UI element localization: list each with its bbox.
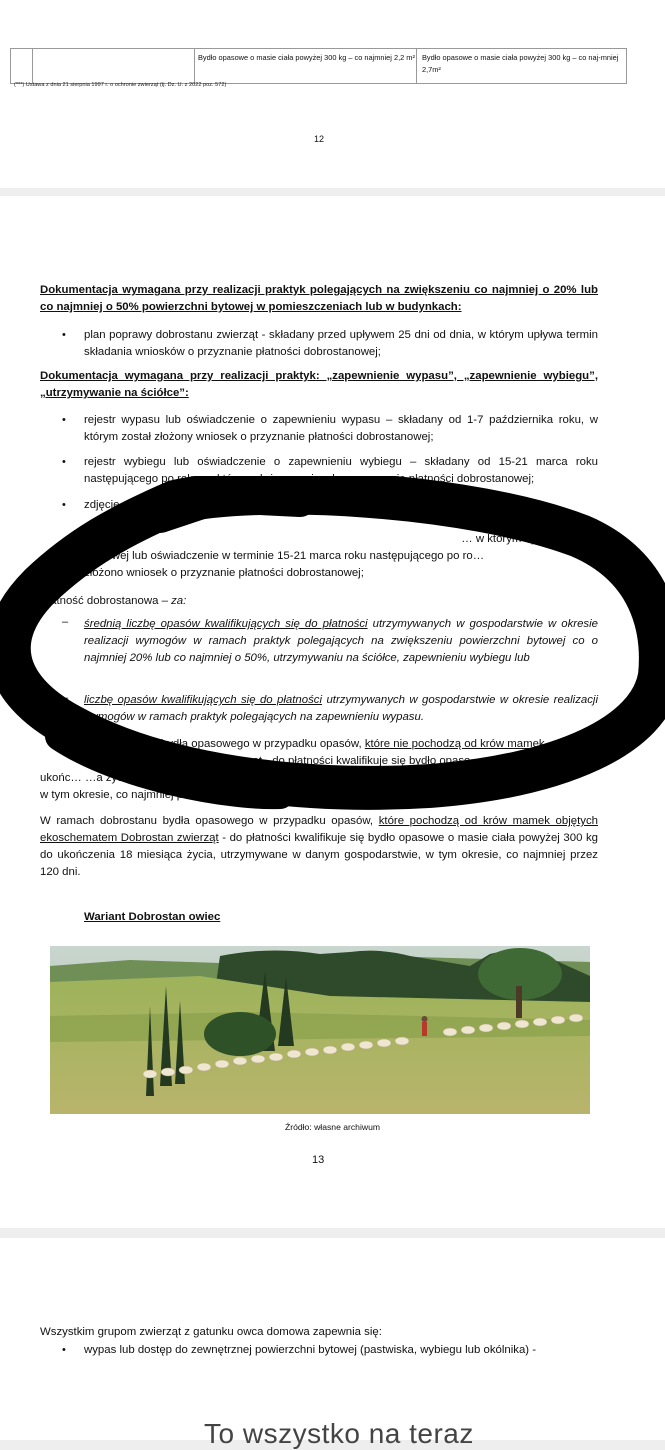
bullet-text: stanowej lub oświadczenie w terminie 15-21 marca roku następującego po ro…: [84, 550, 485, 562]
bullet-marker: •: [62, 1344, 66, 1356]
bullet-marker: •: [62, 414, 66, 426]
paragraph-text: …amach dobrostanu bydła opasowego w przypadku opasów,: [52, 738, 362, 750]
intro-text: Wszystkim grupom zwierząt z gatunku owca domowa zapewnia się:: [40, 1326, 382, 1338]
bullet-text: plan poprawy dobrostanu zwierząt - składany przed upływem 25 dni od dnia, w którym upływa termin składania wniosków o przyznanie płatności dobrostanowej;: [84, 329, 598, 358]
bullet-text: … przed upływem: [506, 516, 598, 528]
paragraph-underlined: które pochodzą od krów mamek objętych ekoschematem Dobrostan zwierząt: [40, 815, 598, 844]
dash-item-underlined: średnią liczbę opasów kwalifikujących się do płatności: [84, 618, 368, 630]
payment-label: Płatność dobrostanowa –: [40, 595, 168, 607]
dash-marker: –: [62, 692, 69, 704]
black-scribble-annotation: [0, 476, 665, 816]
sheep-pasture-photo: [50, 946, 590, 1114]
paragraph-underlined: … Dobrostan zwierząt: [150, 755, 263, 767]
dash-marker: –: [62, 616, 69, 628]
bullet-marker: •: [62, 456, 66, 468]
payment-za: za:: [171, 595, 187, 607]
bullet-text: rejestr wypasu lub oświadczenie o zapewnieniu wypasu – składany od 1-7 października roku, w którym został złożony wniosek o przyznanie płatności dobrostanowej;: [84, 414, 598, 443]
table-cell: Bydło opasowe o masie ciała powyżej 300 kg – co naj-mniej 2,7m²: [422, 53, 619, 74]
bullet-marker: •: [62, 499, 66, 511]
requirements-table: [10, 48, 627, 84]
page-number: 13: [312, 1154, 325, 1166]
photo-caption: Źródło: własne archiwum: [284, 1122, 381, 1132]
section-heading: Dokumentacja wymagana przy realizacji praktyk polegających na zwiększeniu co najmniej o 20% lub co najmniej o 50% powierzchni bytowej w pomieszczeniach lub w budynkach:: [40, 284, 598, 313]
bullet-text: złożono wniosek o przyznanie płatności dobrostanowej;: [84, 567, 364, 579]
paragraph-underlined: które nie pochodzą od krów mamek: [364, 738, 545, 750]
paragraph-line: w tym okresie, co najmniej przez 12…: [40, 789, 232, 801]
paragraph-text: W ramach dobrostanu bydła opasowego w przypadku opasów,: [40, 815, 374, 827]
dash-item-text: utrzymywanych w gospodarstwie w okresie realizacji wymogów w ramach praktyk polegających na zwiększeniu powierzchni bytowej co o najmniej 20% lub co najmniej o 50%, utrzymywaniu na ściółce, zapewnieniu wybiegu lub: [84, 618, 598, 664]
bullet-text: wypas lub dostęp do zewnętrznej powierzchni bytowej (pastwiska, wybiegu lub okólnika) -: [84, 1344, 537, 1356]
document-page-14: [0, 1238, 665, 1440]
footnote: (***) Ustawa z dnia 21 sierpnia 1997 r. o ochronie zwierząt (tj. Dz. U. z 2022 poz. 572): [14, 82, 227, 88]
dash-item-text: utrzymywanych w gospodarstwie w okresie realizacji wymogów w ramach praktyk polegających na zapewnieniu wypasu.: [84, 694, 598, 723]
overlay-caption: To wszystko na teraz: [204, 1418, 474, 1449]
bullet-text: rejestr wybiegu lub oświadczenie o zapewnieniu wybiegu – składany od 15-21 marca roku następującego po roku, w którym złożono wniosek o przyznanie płatności dobrostanowej;: [84, 456, 598, 485]
sheep-pasture-image: [50, 946, 590, 1114]
bullet-marker: •: [62, 329, 66, 341]
bullet-text: … w którym upływa … bro-: [461, 533, 598, 545]
paragraph-text: - do płatności kwalifikuje się bydło opaso…: [265, 755, 482, 767]
document-page-12: [0, 0, 665, 188]
document-page-13: [0, 196, 665, 1228]
bullet-text: zdjęcie geot… dokumentujące stosowanie ściółki lub oświadczenie o zapewnieniu: [84, 499, 497, 511]
dash-item-underlined: liczbę opasów kwalifikujących się do płatności: [84, 694, 323, 706]
paragraph: [40, 813, 598, 881]
table-cell: Bydło opasowe o masie ciała powyżej 300 kg – co najmniej 2,2 m²: [198, 53, 415, 62]
paragraph-line: ukońc… …a życia, utrzym…: [40, 772, 184, 784]
page-number: 12: [314, 134, 325, 144]
paragraph-text: - do płatności kwalifikuje się bydło opasowe o masie ciała powyżej 300 kg do ukończenia 18 miesiąca życia, utrzymywane w danym gospodarstwie, w tym okresie, co najmniej przez 120 dni.: [40, 832, 598, 878]
section-heading: Dokumentacja wymagana przy realizacji praktyk: „zapewnienie wypasu”, „zapewnienie wybiegu”, „utrzymywanie na ściółce”:: [40, 370, 598, 399]
variant-heading: Wariant Dobrostan owiec: [84, 911, 221, 923]
